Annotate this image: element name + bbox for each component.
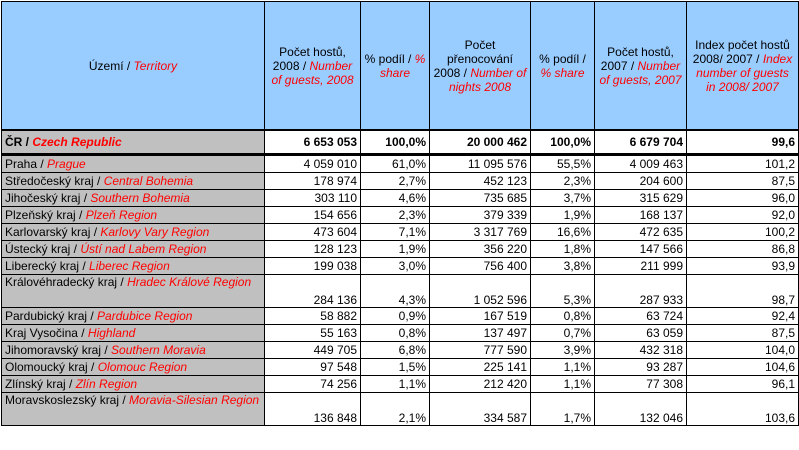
table-row — [2, 155, 799, 173]
guests-2008-cell: 128 123 — [265, 241, 361, 258]
header-index: Index počet hostů 2008/ 2007 / Index number of guests in 2008/ 2007 — [687, 2, 799, 131]
share-nights-cell: 1,7% — [531, 393, 595, 426]
guests-2007-cell: 211 999 — [595, 258, 687, 275]
share-nights-cell: 2,3% — [531, 173, 595, 190]
share-nights-cell: 0,8% — [531, 308, 595, 325]
share-guests-cell: 1,1% — [361, 376, 430, 393]
guests-2007-cell: 6 679 704 — [595, 130, 687, 155]
nights-2008-cell: 20 000 462 — [430, 130, 531, 155]
table-row — [2, 308, 799, 325]
guests-2008-cell: 97 548 — [265, 359, 361, 376]
guests-2008-cell: 178 974 — [265, 173, 361, 190]
table-row — [2, 241, 799, 258]
guests-2007-cell: 204 600 — [595, 173, 687, 190]
guests-2007-cell: 147 566 — [595, 241, 687, 258]
header-guests-2007: Počet hostů, 2007 / Number of guests, 2007 — [595, 2, 687, 131]
nights-2008-cell: 225 141 — [430, 359, 531, 376]
share-guests-cell: 2,1% — [361, 393, 430, 426]
share-nights-cell: 16,6% — [531, 224, 595, 241]
share-nights-cell: 100,0% — [531, 130, 595, 155]
share-guests-cell: 4,3% — [361, 275, 430, 308]
territory-cell: Liberecký kraj / Liberec Region — [2, 258, 265, 275]
header-nights-2008: Počet přenocování 2008 / Number of nights 2008 — [430, 2, 531, 131]
guests-2008-cell: 154 656 — [265, 207, 361, 224]
share-nights-cell: 3,9% — [531, 342, 595, 359]
guests-2008-cell: 284 136 — [265, 275, 361, 308]
index-cell: 96,1 — [687, 376, 799, 393]
index-cell: 92,0 — [687, 207, 799, 224]
share-guests-cell: 61,0% — [361, 155, 430, 173]
guests-2007-cell: 287 933 — [595, 275, 687, 308]
share-nights-cell: 55,5% — [531, 155, 595, 173]
total-row — [2, 130, 799, 155]
share-guests-cell: 1,9% — [361, 241, 430, 258]
share-nights-cell: 1,1% — [531, 359, 595, 376]
index-cell: 86,8 — [687, 241, 799, 258]
share-nights-cell: 3,8% — [531, 258, 595, 275]
guests-2007-cell: 93 287 — [595, 359, 687, 376]
nights-2008-cell: 167 519 — [430, 308, 531, 325]
guests-2007-cell: 315 629 — [595, 190, 687, 207]
guests-2008-cell: 473 604 — [265, 224, 361, 241]
territory-cell: Moravskoslezský kraj / Moravia-Silesian Region — [2, 393, 265, 426]
guests-2008-cell: 55 163 — [265, 325, 361, 342]
nights-2008-cell: 3 317 769 — [430, 224, 531, 241]
share-guests-cell: 2,3% — [361, 207, 430, 224]
nights-2008-cell: 137 497 — [430, 325, 531, 342]
territory-cell: Jihomoravský kraj / Southern Moravia — [2, 342, 265, 359]
nights-2008-cell: 379 339 — [430, 207, 531, 224]
index-cell: 96,0 — [687, 190, 799, 207]
nights-2008-cell: 356 220 — [430, 241, 531, 258]
guests-2008-cell: 303 110 — [265, 190, 361, 207]
index-cell: 87,5 — [687, 173, 799, 190]
guests-2008-cell: 74 256 — [265, 376, 361, 393]
table-row — [2, 190, 799, 207]
share-guests-cell: 6,8% — [361, 342, 430, 359]
share-nights-cell: 1,9% — [531, 207, 595, 224]
index-cell: 98,7 — [687, 275, 799, 308]
header-row — [2, 2, 799, 131]
index-cell: 92,4 — [687, 308, 799, 325]
index-cell: 103,6 — [687, 393, 799, 426]
index-cell: 100,2 — [687, 224, 799, 241]
table-row — [2, 342, 799, 359]
table-row — [2, 393, 799, 426]
nights-2008-cell: 452 123 — [430, 173, 531, 190]
share-guests-cell: 2,7% — [361, 173, 430, 190]
guests-2008-cell: 6 653 053 — [265, 130, 361, 155]
nights-2008-cell: 1 052 596 — [430, 275, 531, 308]
territory-cell: Pardubický kraj / Pardubice Region — [2, 308, 265, 325]
index-cell: 93,9 — [687, 258, 799, 275]
guests-2008-cell: 136 848 — [265, 393, 361, 426]
table-row — [2, 325, 799, 342]
table-row — [2, 359, 799, 376]
territory-cell: Praha / Prague — [2, 155, 265, 173]
index-cell: 87,5 — [687, 325, 799, 342]
guests-2007-cell: 63 059 — [595, 325, 687, 342]
nights-2008-cell: 334 587 — [430, 393, 531, 426]
nights-2008-cell: 212 420 — [430, 376, 531, 393]
guests-2007-cell: 432 318 — [595, 342, 687, 359]
share-nights-cell: 0,7% — [531, 325, 595, 342]
table-row — [2, 275, 799, 308]
share-guests-cell: 0,9% — [361, 308, 430, 325]
guests-2008-cell: 4 059 010 — [265, 155, 361, 173]
share-nights-cell: 3,7% — [531, 190, 595, 207]
share-nights-cell: 5,3% — [531, 275, 595, 308]
territory-cell: Olomoucký kraj / Olomouc Region — [2, 359, 265, 376]
table-row — [2, 224, 799, 241]
nights-2008-cell: 11 095 576 — [430, 155, 531, 173]
nights-2008-cell: 756 400 — [430, 258, 531, 275]
guests-2008-cell: 58 882 — [265, 308, 361, 325]
table-row — [2, 173, 799, 190]
tourism-table — [1, 1, 799, 426]
index-cell: 99,6 — [687, 130, 799, 155]
share-nights-cell: 1,8% — [531, 241, 595, 258]
header-territory: Území / Territory — [2, 2, 265, 131]
index-cell: 101,2 — [687, 155, 799, 173]
guests-2007-cell: 77 308 — [595, 376, 687, 393]
table-row — [2, 258, 799, 275]
territory-cell: Jihočeský kraj / Southern Bohemia — [2, 190, 265, 207]
territory-cell: Karlovarský kraj / Karlovy Vary Region — [2, 224, 265, 241]
share-guests-cell: 0,8% — [361, 325, 430, 342]
guests-2007-cell: 472 635 — [595, 224, 687, 241]
territory-cell: Středočeský kraj / Central Bohemia — [2, 173, 265, 190]
header-share-guests: % podíl / % share — [361, 2, 430, 131]
guests-2007-cell: 132 046 — [595, 393, 687, 426]
territory-cell: Zlínský kraj / Zlín Region — [2, 376, 265, 393]
table-row — [2, 207, 799, 224]
nights-2008-cell: 777 590 — [430, 342, 531, 359]
territory-cell: Plzeňský kraj / Plzeň Region — [2, 207, 265, 224]
share-guests-cell: 4,6% — [361, 190, 430, 207]
share-guests-cell: 100,0% — [361, 130, 430, 155]
guests-2008-cell: 449 705 — [265, 342, 361, 359]
territory-cell: ČR / Czech Republic — [2, 130, 265, 155]
header-share-nights: % podíl / % share — [531, 2, 595, 131]
index-cell: 104,6 — [687, 359, 799, 376]
share-guests-cell: 7,1% — [361, 224, 430, 241]
share-nights-cell: 1,1% — [531, 376, 595, 393]
guests-2008-cell: 199 038 — [265, 258, 361, 275]
share-guests-cell: 1,5% — [361, 359, 430, 376]
header-guests-2008: Počet hostů, 2008 / Number of guests, 2008 — [265, 2, 361, 131]
territory-cell: Kraj Vysočina / Highland — [2, 325, 265, 342]
guests-2007-cell: 168 137 — [595, 207, 687, 224]
share-guests-cell: 3,0% — [361, 258, 430, 275]
guests-2007-cell: 63 724 — [595, 308, 687, 325]
territory-cell: Královéhradecký kraj / Hradec Králové Region — [2, 275, 265, 308]
table-row — [2, 376, 799, 393]
guests-2007-cell: 4 009 463 — [595, 155, 687, 173]
index-cell: 104,0 — [687, 342, 799, 359]
nights-2008-cell: 735 685 — [430, 190, 531, 207]
territory-cell: Ústecký kraj / Ústí nad Labem Region — [2, 241, 265, 258]
